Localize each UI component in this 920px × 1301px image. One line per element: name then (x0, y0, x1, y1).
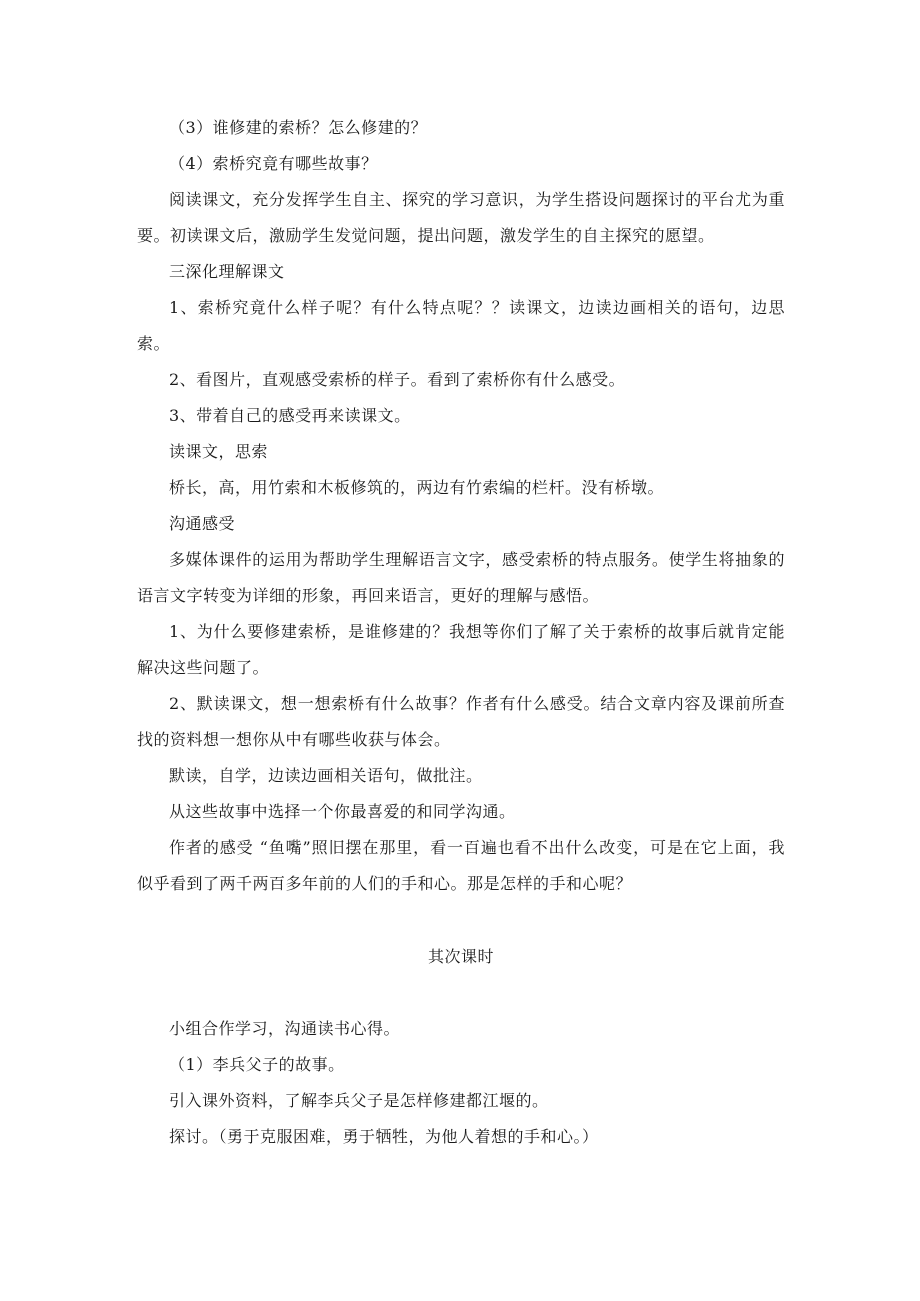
section-title: 其次课时 (427, 947, 494, 966)
paragraph: （4）索桥究竟有哪些故事？ (169, 154, 378, 173)
paragraph: 引入课外资料，了解李兵父子是怎样修建都江堰的。 (169, 1091, 549, 1110)
paragraph: 2、看图片，直观感受索桥的样子。看到了索桥你有什么感受。 (169, 370, 626, 389)
paragraph: 默读，自学，边读边画相关语句，做批注。 (169, 766, 483, 785)
paragraph: 1、为什么要修建索桥，是谁修建的？我想等你们了解了关于索桥的故事后就肯定能解决这些问题了。 (137, 622, 785, 677)
paragraph: 作者的感受 “鱼嘴”照旧摆在那里，看一百遍也看不出什么改变，可是在它上面，我似乎看到了两千两百多年前的人们的手和心。那是怎样的手和心呢？ (137, 838, 785, 893)
paragraph: 小组合作学习，沟通读书心得。 (169, 1019, 401, 1038)
paragraph: 从这些故事中选择一个你最喜爱的和同学沟通。 (169, 802, 516, 821)
paragraph: 3、带着自己的感受再来读课文。 (169, 406, 411, 425)
paragraph: 探讨。（勇于克服困难，勇于牺牲，为他人着想的手和心。） (169, 1127, 599, 1146)
paragraph: 桥长，高，用竹索和木板修筑的，两边有竹索编的栏杆。没有桥墩。 (169, 478, 665, 497)
section-heading: 三深化理解课文 (169, 262, 285, 281)
paragraph: 多媒体课件的运用为帮助学生理解语言文字，感受索桥的特点服务。使学生将抽象的语言文字转变为详细的形象，再回来语言，更好的理解与感悟。 (137, 550, 785, 605)
paragraph: 1、索桥究竟什么样子呢？有什么特点呢？？读课文，边读边画相关的语句，边思索。 (137, 298, 785, 353)
paragraph: （1）李兵父子的故事。 (169, 1055, 345, 1074)
paragraph: （3）谁修建的索桥？怎么修建的？ (169, 118, 428, 137)
paragraph: 2、默读课文，想一想索桥有什么故事？作者有什么感受。结合文章内容及课前所查找的资料想一想你从中有哪些收获与体会。 (137, 694, 785, 749)
paragraph: 沟通感受 (169, 514, 236, 533)
paragraph: 阅读课文，充分发挥学生自主、探究的学习意识，为学生搭设问题探讨的平台尤为重要。初读课文后，激励学生发觉问题，提出问题，激发学生的自主探究的愿望。 (137, 190, 785, 245)
document-page (137, 110, 785, 1155)
paragraph: 读课文，思索 (169, 442, 269, 461)
